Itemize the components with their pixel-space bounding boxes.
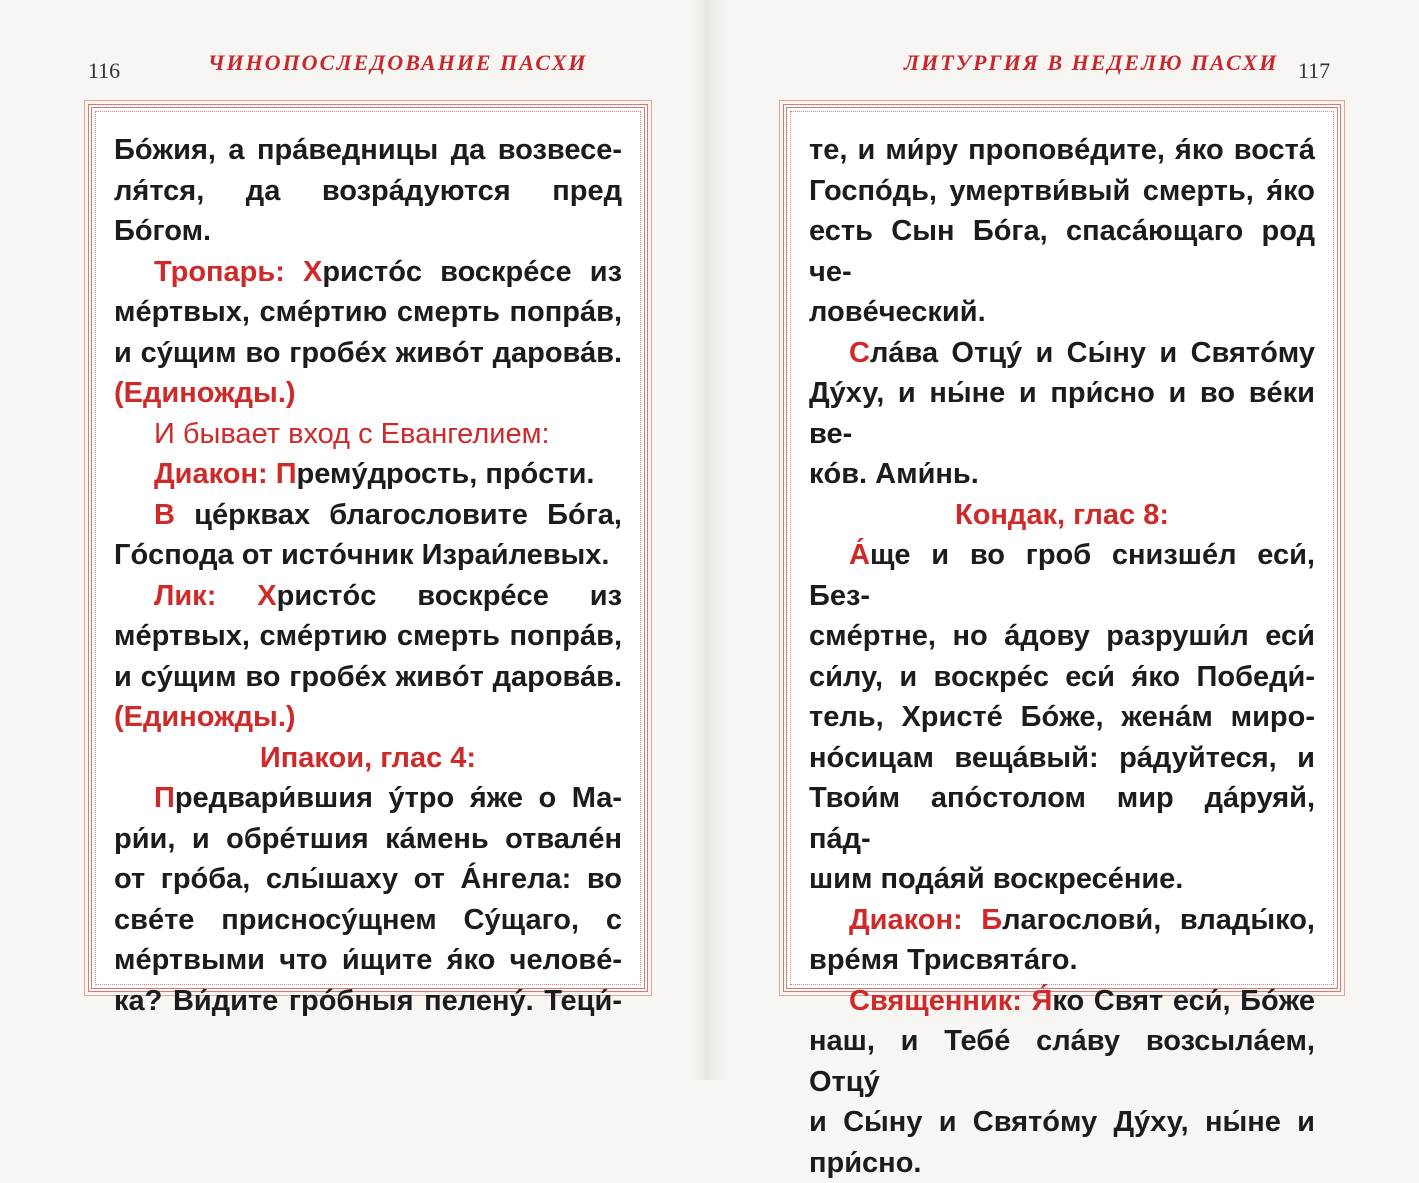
red-initial: П: [154, 782, 175, 814]
text-line: при́сно.: [809, 1143, 1315, 1183]
text-line: и сýщим во гробéх живóт дарова́в.: [114, 333, 622, 374]
text-line: ловéческий.: [809, 292, 1315, 333]
text-span: редвари́вшия ýтро я́же о Ма-: [175, 782, 622, 814]
text-line: [114, 495, 622, 536]
red-initial: Б: [981, 904, 1002, 936]
text-line: [809, 981, 1315, 1022]
red-initial: П: [276, 458, 297, 490]
text-line: мéртвыми что и́щите я́ко человé-: [114, 940, 622, 981]
red-initial: В: [154, 499, 175, 531]
text-line: [809, 900, 1315, 941]
red-initial: С: [849, 337, 870, 369]
section-heading: Кондак, глас 8:: [809, 495, 1315, 536]
text-line: те, и ми́ру проповéдите, я́ко востá: [809, 130, 1315, 171]
right-running-head: ЛИТУРГИЯ В НЕДЕЛЮ ПАСХИ: [904, 50, 1278, 76]
text-line: Дýху, и ны́не и при́сно и во вéки ве-: [809, 373, 1315, 454]
text-line: ри́и, и обрéтшия кáмень отвалéн: [114, 819, 622, 860]
text-line: смéртне, но áдову разруши́л еси́: [809, 616, 1315, 657]
text-line: [809, 333, 1315, 374]
text-line: Гóспода от истóчник Израи́левых.: [114, 535, 622, 576]
text-line: ка? Ви́дите грóбныя пеленý. Теци́-: [114, 981, 622, 1022]
text-line: [114, 778, 622, 819]
text-line: [114, 252, 622, 293]
rubric-note: (Единожды.): [114, 697, 622, 738]
rubric-instruction: И бывает вход с Евангелием:: [114, 414, 622, 455]
rubric-label: Тропарь:: [154, 256, 303, 288]
left-running-head: ЧИНОПОСЛЕДОВАНИЕ ПАСХИ: [208, 50, 588, 76]
red-initial: Х: [257, 580, 276, 612]
right-page-number: 117: [1298, 58, 1330, 84]
text-span: цéрквах благословите Бóга,: [175, 499, 622, 531]
text-line: Твои́м апóстолом мир дáруяй, пáд-: [809, 778, 1315, 859]
text-line: наш, и Тебé слáву возсылáем, Отцý: [809, 1021, 1315, 1102]
text-line: [114, 454, 622, 495]
text-line: врéмя Трисвятáго.: [809, 940, 1315, 981]
left-page-number: 116: [88, 58, 120, 84]
rubric-label: Лик:: [154, 580, 257, 612]
right-page-frame: [783, 104, 1341, 992]
text-line: кóв. Ами́нь.: [809, 454, 1315, 495]
text-line: Бóжия, а прáведницы да возвесе-: [114, 130, 622, 171]
text-line: ля́тся, да возрáдуются пред Бóгом.: [114, 171, 622, 252]
book-spine: [690, 0, 730, 1080]
rubric-label: Диакон:: [154, 458, 276, 490]
left-page-frame: [88, 104, 648, 992]
red-initial: Я́: [1032, 985, 1053, 1017]
text-line: и сýщим во гробéх живóт дарова́в.: [114, 657, 622, 698]
text-line: [114, 576, 622, 617]
text-line: шим подáяй воскресéние.: [809, 859, 1315, 900]
left-page-text: [114, 130, 622, 1021]
section-heading: Ипакои, глас 4:: [114, 738, 622, 779]
text-span: ристóс воскрéсе из: [322, 256, 622, 288]
text-line: нóсицам вещáвый: рáдуйтеся, и: [809, 738, 1315, 779]
text-span: ремýдрость, прóсти.: [297, 458, 595, 490]
rubric-note: (Единожды.): [114, 373, 622, 414]
text-line: си́лу, и воскрéс еси́ я́ко Победи́-: [809, 657, 1315, 698]
red-initial: А́: [849, 539, 870, 571]
text-line: мéртвых, смéртию смерть попрáв,: [114, 292, 622, 333]
text-line: от грóба, слы́шаху от Áнгела: во: [114, 859, 622, 900]
text-line: [809, 535, 1315, 616]
red-initial: Х: [303, 256, 322, 288]
text-line: и Сы́ну и Святóму Дýху, ны́не и: [809, 1102, 1315, 1143]
text-span: ристóс воскрéсе из: [277, 580, 622, 612]
text-line: есть Сын Бóга, спасáющаго род че-: [809, 211, 1315, 292]
text-span: ще и во гроб снизшéл еси́, Без-: [809, 539, 1315, 612]
rubric-label: Диакон:: [849, 904, 981, 936]
rubric-label: Священник:: [849, 985, 1032, 1017]
text-line: Госпóдь, умертви́вый смерть, я́ко: [809, 171, 1315, 212]
text-span: ко Свят еси́, Бóже: [1052, 985, 1315, 1017]
text-line: мéртвых, смéртию смерть попрáв,: [114, 616, 622, 657]
text-line: свéте присносýщнем Сýщаго, с: [114, 900, 622, 941]
right-page-text: [809, 130, 1315, 1183]
text-span: лагослови́, влады́ко,: [1002, 904, 1315, 936]
text-line: тель, Христé Бóже, женáм миро-: [809, 697, 1315, 738]
text-span: лáва Отцý и Сы́ну и Святóму: [870, 337, 1315, 369]
